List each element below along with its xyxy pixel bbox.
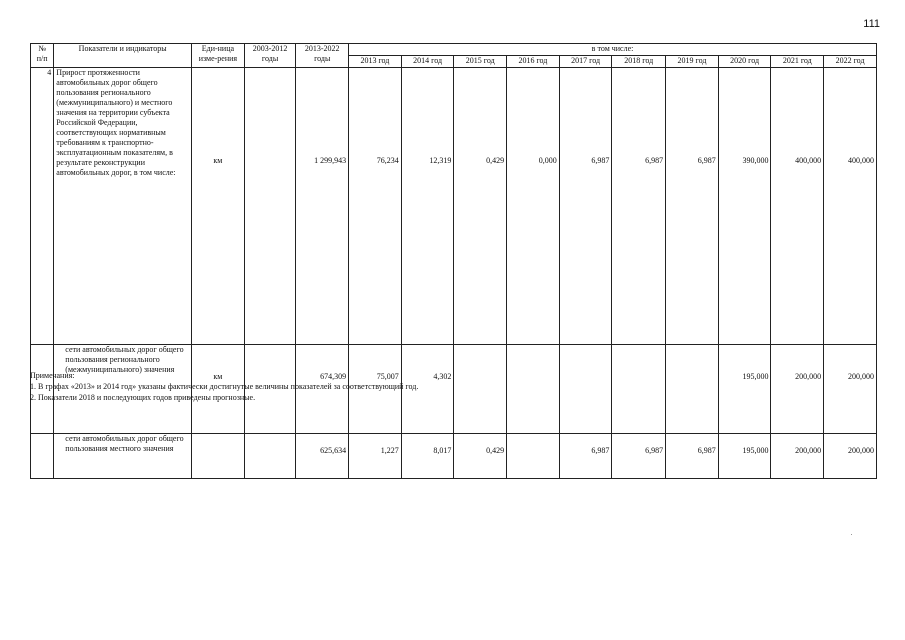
header-period-2003-2012: 2003-2012 годы [244,44,296,68]
note-item: 2. Показатели 2018 и последующих годов приведены прогнозные. [30,393,256,402]
value-cell: 400,000 [824,68,877,345]
value-cell: 400,000 [771,68,824,345]
header-year: 2018 год [612,56,666,68]
value-cell [244,434,296,479]
header-including: в том числе: [349,44,877,56]
header-period-2013-2022: 2013-2022 годы [296,44,349,68]
value-cell: 1 299,943 [296,68,349,345]
header-year: 2019 год [666,56,719,68]
unit-cell: км [192,68,245,345]
unit-cell: км [192,345,245,434]
value-cell: 6,987 [559,434,612,479]
value-cell: 12,319 [401,68,454,345]
value-cell: 6,987 [666,68,719,345]
indicator-name: Прирост протяженности автомобильных дорог общего пользования регионального (межмуниципального) и местного значения на территории субъекта Российской Федерации, соответствующих нормативным требованиям к транспортно-эксплуатационным показателям, в результате реконструкции автомобильных дорог, в том числе: [54,68,192,345]
value-cell: 6,987 [612,68,666,345]
table-row [31,434,877,479]
scan-speck [851,534,852,535]
value-cell: 6,987 [666,434,719,479]
row-number [31,434,54,479]
table-row [31,68,877,345]
value-cell: 76,234 [349,68,402,345]
row-number: 4 [31,68,54,345]
value-cell: 200,000 [771,434,824,479]
value-cell: 200,000 [824,345,877,434]
value-cell: 200,000 [771,345,824,434]
header-year: 2020 год [718,56,771,68]
value-cell [507,345,560,434]
indicator-name: сети автомобильных дорог общего пользования местного значения [54,434,192,479]
value-cell: 4,302 [401,345,454,434]
value-cell [666,345,719,434]
header-year: 2013 год [349,56,402,68]
value-cell: 625,634 [296,434,349,479]
value-cell: 0,000 [507,68,560,345]
indicator-name: сети автомобильных дорог общего пользования регионального (межмуниципального) значения [54,345,192,434]
value-cell: 8,017 [401,434,454,479]
value-cell: 6,987 [559,68,612,345]
unit-cell [192,434,245,479]
header-year: 2015 год [454,56,507,68]
note-item: 1. В графах «2013» и 2014 год» указаны фактически достигнутые величины показателей за соответствующий год. [30,382,419,391]
header-year: 2021 год [771,56,824,68]
value-cell: 6,987 [612,434,666,479]
value-cell [454,345,507,434]
header-year: 2022 год [824,56,877,68]
indicators-table [30,43,877,479]
value-cell: 0,429 [454,434,507,479]
value-cell: 195,000 [718,434,771,479]
value-cell: 390,000 [718,68,771,345]
header-indicator: Показатели и индикаторы [54,44,192,68]
value-cell [612,345,666,434]
value-cell [507,434,560,479]
header-number: № п/п [31,44,54,68]
header-year: 2017 год [559,56,612,68]
value-cell [244,68,296,345]
value-cell: 674,309 [296,345,349,434]
header-year: 2014 год [401,56,454,68]
notes [30,370,418,403]
header-year: 2016 год [507,56,560,68]
value-cell: 0,429 [454,68,507,345]
value-cell: 75,007 [349,345,402,434]
value-cell: 195,000 [718,345,771,434]
value-cell: 1,227 [349,434,402,479]
value-cell [559,345,612,434]
page-number: 111 [863,18,880,30]
notes-title: Примечания: [30,371,75,380]
header-unit: Еди-ница изме-рения [192,44,245,68]
header-row-1 [31,44,877,56]
value-cell: 200,000 [824,434,877,479]
